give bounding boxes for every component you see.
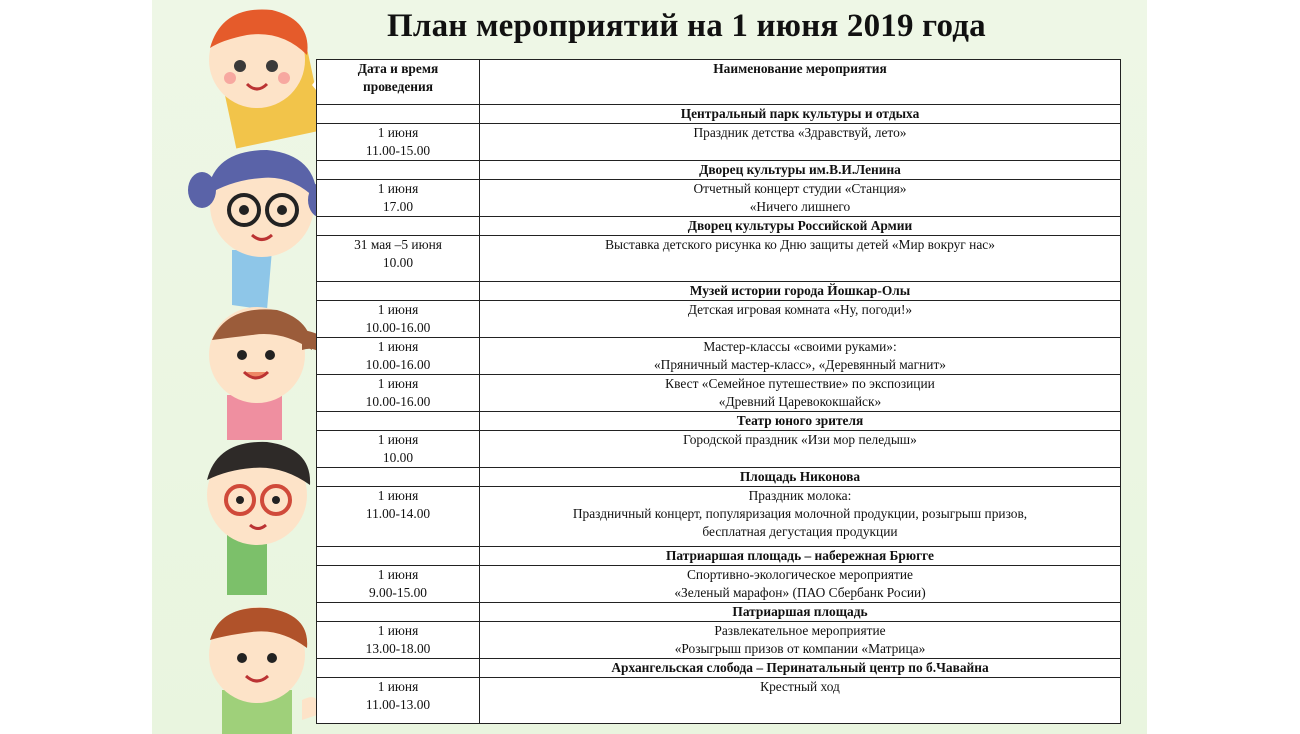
venue-row <box>317 412 1121 431</box>
event-time: 10.00 <box>382 255 414 270</box>
events-table <box>316 59 1121 724</box>
venue-name: Площадь Никонова <box>480 468 1121 487</box>
venue-name: Дворец культуры им.В.И.Ленина <box>480 161 1121 180</box>
event-date: 1 июня <box>377 376 419 391</box>
event-row <box>317 622 1121 659</box>
page-title: План мероприятий на 1 июня 2019 года <box>387 8 986 44</box>
event-description-line: Праздник молока: <box>748 488 852 503</box>
event-description-line: Развлекательное мероприятие <box>714 623 886 638</box>
venue-empty-cell <box>317 547 480 566</box>
event-description-line: Детская игровая комната «Ну, погоди!» <box>687 302 913 317</box>
event-date: 1 июня <box>377 432 419 447</box>
event-description-line: Праздник детства «Здравствуй, лето» <box>693 125 907 140</box>
venue-name: Архангельская слобода – Перинатальный центр по б.Чавайна <box>480 659 1121 678</box>
venue-empty-cell <box>317 282 480 301</box>
event-datetime-cell <box>317 124 480 161</box>
slide <box>152 0 1147 734</box>
event-date: 1 июня <box>377 181 419 196</box>
event-row <box>317 236 1121 282</box>
venue-row <box>317 161 1121 180</box>
event-time: 13.00-18.00 <box>365 641 431 656</box>
venue-row <box>317 105 1121 124</box>
event-row <box>317 180 1121 217</box>
kid-5-icon <box>209 607 318 734</box>
venue-row <box>317 282 1121 301</box>
event-date: 1 июня <box>377 302 419 317</box>
event-datetime-cell <box>317 338 480 375</box>
event-row <box>317 124 1121 161</box>
kid-2-icon <box>188 150 332 310</box>
event-datetime-cell <box>317 487 480 547</box>
event-description-line: Отчетный концерт студии «Станция» <box>693 181 907 196</box>
event-datetime-cell <box>317 566 480 603</box>
venue-row <box>317 603 1121 622</box>
event-row <box>317 338 1121 375</box>
venue-row <box>317 468 1121 487</box>
header-date-label: проведения <box>363 79 433 94</box>
header-event-cell: Наименование мероприятия <box>480 60 1121 105</box>
event-description-line: Квест «Семейное путешествие» по экспозиции <box>665 376 935 391</box>
event-description-cell <box>480 180 1121 217</box>
venue-empty-cell <box>317 468 480 487</box>
event-description-cell <box>480 487 1121 547</box>
event-description-line: Спортивно-экологическое мероприятие <box>687 567 913 582</box>
event-description-line: бесплатная дегустация продукции <box>702 524 898 539</box>
event-description-cell <box>480 375 1121 412</box>
event-datetime-cell <box>317 431 480 468</box>
event-datetime-cell <box>317 375 480 412</box>
event-description-line: Праздничный концерт, популяризация молочной продукции, розыгрыш призов, <box>572 506 1028 521</box>
venue-name: Центральный парк культуры и отдыха <box>480 105 1121 124</box>
event-row <box>317 375 1121 412</box>
event-description-cell <box>480 338 1121 375</box>
venue-name: Музей истории города Йошкар-Олы <box>480 282 1121 301</box>
venue-row <box>317 659 1121 678</box>
event-description-line: Выставка детского рисунка ко Дню защиты детей «Мир вокруг нас» <box>605 237 995 252</box>
cartoon-kids-illustration <box>152 0 332 734</box>
venue-empty-cell <box>317 659 480 678</box>
event-description-cell <box>480 431 1121 468</box>
header-date-label: Дата и время <box>357 61 439 76</box>
venue-name: Театр юного зрителя <box>480 412 1121 431</box>
kid-4-icon <box>207 442 310 595</box>
event-date: 1 июня <box>377 623 419 638</box>
event-description-line: «Ничего лишнего <box>749 199 851 214</box>
venue-empty-cell <box>317 412 480 431</box>
event-time: 9.00-15.00 <box>368 585 428 600</box>
event-time: 11.00-15.00 <box>365 143 431 158</box>
event-description-cell <box>480 124 1121 161</box>
event-description-cell <box>480 622 1121 659</box>
venue-row <box>317 217 1121 236</box>
kid-1-icon <box>209 9 332 148</box>
event-date: 1 июня <box>377 679 419 694</box>
event-time: 11.00-13.00 <box>365 697 431 712</box>
event-description-line: Мастер-классы «своими руками»: <box>703 339 897 354</box>
event-description-cell <box>480 301 1121 338</box>
event-description-line: Крестный ход <box>760 679 840 694</box>
event-description-cell <box>480 678 1121 724</box>
event-description-line: «Древний Царевококшайск» <box>718 394 882 409</box>
event-description-line: «Розыгрыш призов от компании «Матрица» <box>674 641 926 656</box>
event-date: 1 июня <box>377 339 419 354</box>
event-date: 1 июня <box>377 125 419 140</box>
event-row <box>317 487 1121 547</box>
venue-empty-cell <box>317 105 480 124</box>
event-time: 10.00 <box>382 450 414 465</box>
event-time: 17.00 <box>382 199 414 214</box>
venue-name: Патриаршая площадь – набережная Брюгге <box>480 547 1121 566</box>
event-row <box>317 678 1121 724</box>
event-datetime-cell <box>317 236 480 282</box>
event-time: 11.00-14.00 <box>365 506 431 521</box>
event-time: 10.00-16.00 <box>365 320 431 335</box>
event-time: 10.00-16.00 <box>365 394 431 409</box>
event-datetime-cell <box>317 622 480 659</box>
event-date: 31 мая –5 июня <box>354 237 442 252</box>
venue-name: Дворец культуры Российской Армии <box>480 217 1121 236</box>
header-date-cell <box>317 60 480 105</box>
venue-empty-cell <box>317 603 480 622</box>
event-description-cell <box>480 236 1121 282</box>
event-datetime-cell <box>317 301 480 338</box>
event-description-line: «Зеленый марафон» (ПАО Сбербанк Росии) <box>674 585 926 600</box>
event-row <box>317 301 1121 338</box>
venue-empty-cell <box>317 217 480 236</box>
table-header-row <box>317 60 1121 105</box>
event-row <box>317 431 1121 468</box>
event-date: 1 июня <box>377 567 419 582</box>
event-date: 1 июня <box>377 488 419 503</box>
event-time: 10.00-16.00 <box>365 357 431 372</box>
event-description-line: «Пряничный мастер-класс», «Деревянный магнит» <box>653 357 946 372</box>
event-datetime-cell <box>317 180 480 217</box>
kid-3-icon <box>209 307 329 440</box>
event-row <box>317 566 1121 603</box>
venue-row <box>317 547 1121 566</box>
event-description-line: Городской праздник «Изи мор пеледыш» <box>683 432 917 447</box>
event-datetime-cell <box>317 678 480 724</box>
event-description-cell <box>480 566 1121 603</box>
venue-empty-cell <box>317 161 480 180</box>
venue-name: Патриаршая площадь <box>480 603 1121 622</box>
